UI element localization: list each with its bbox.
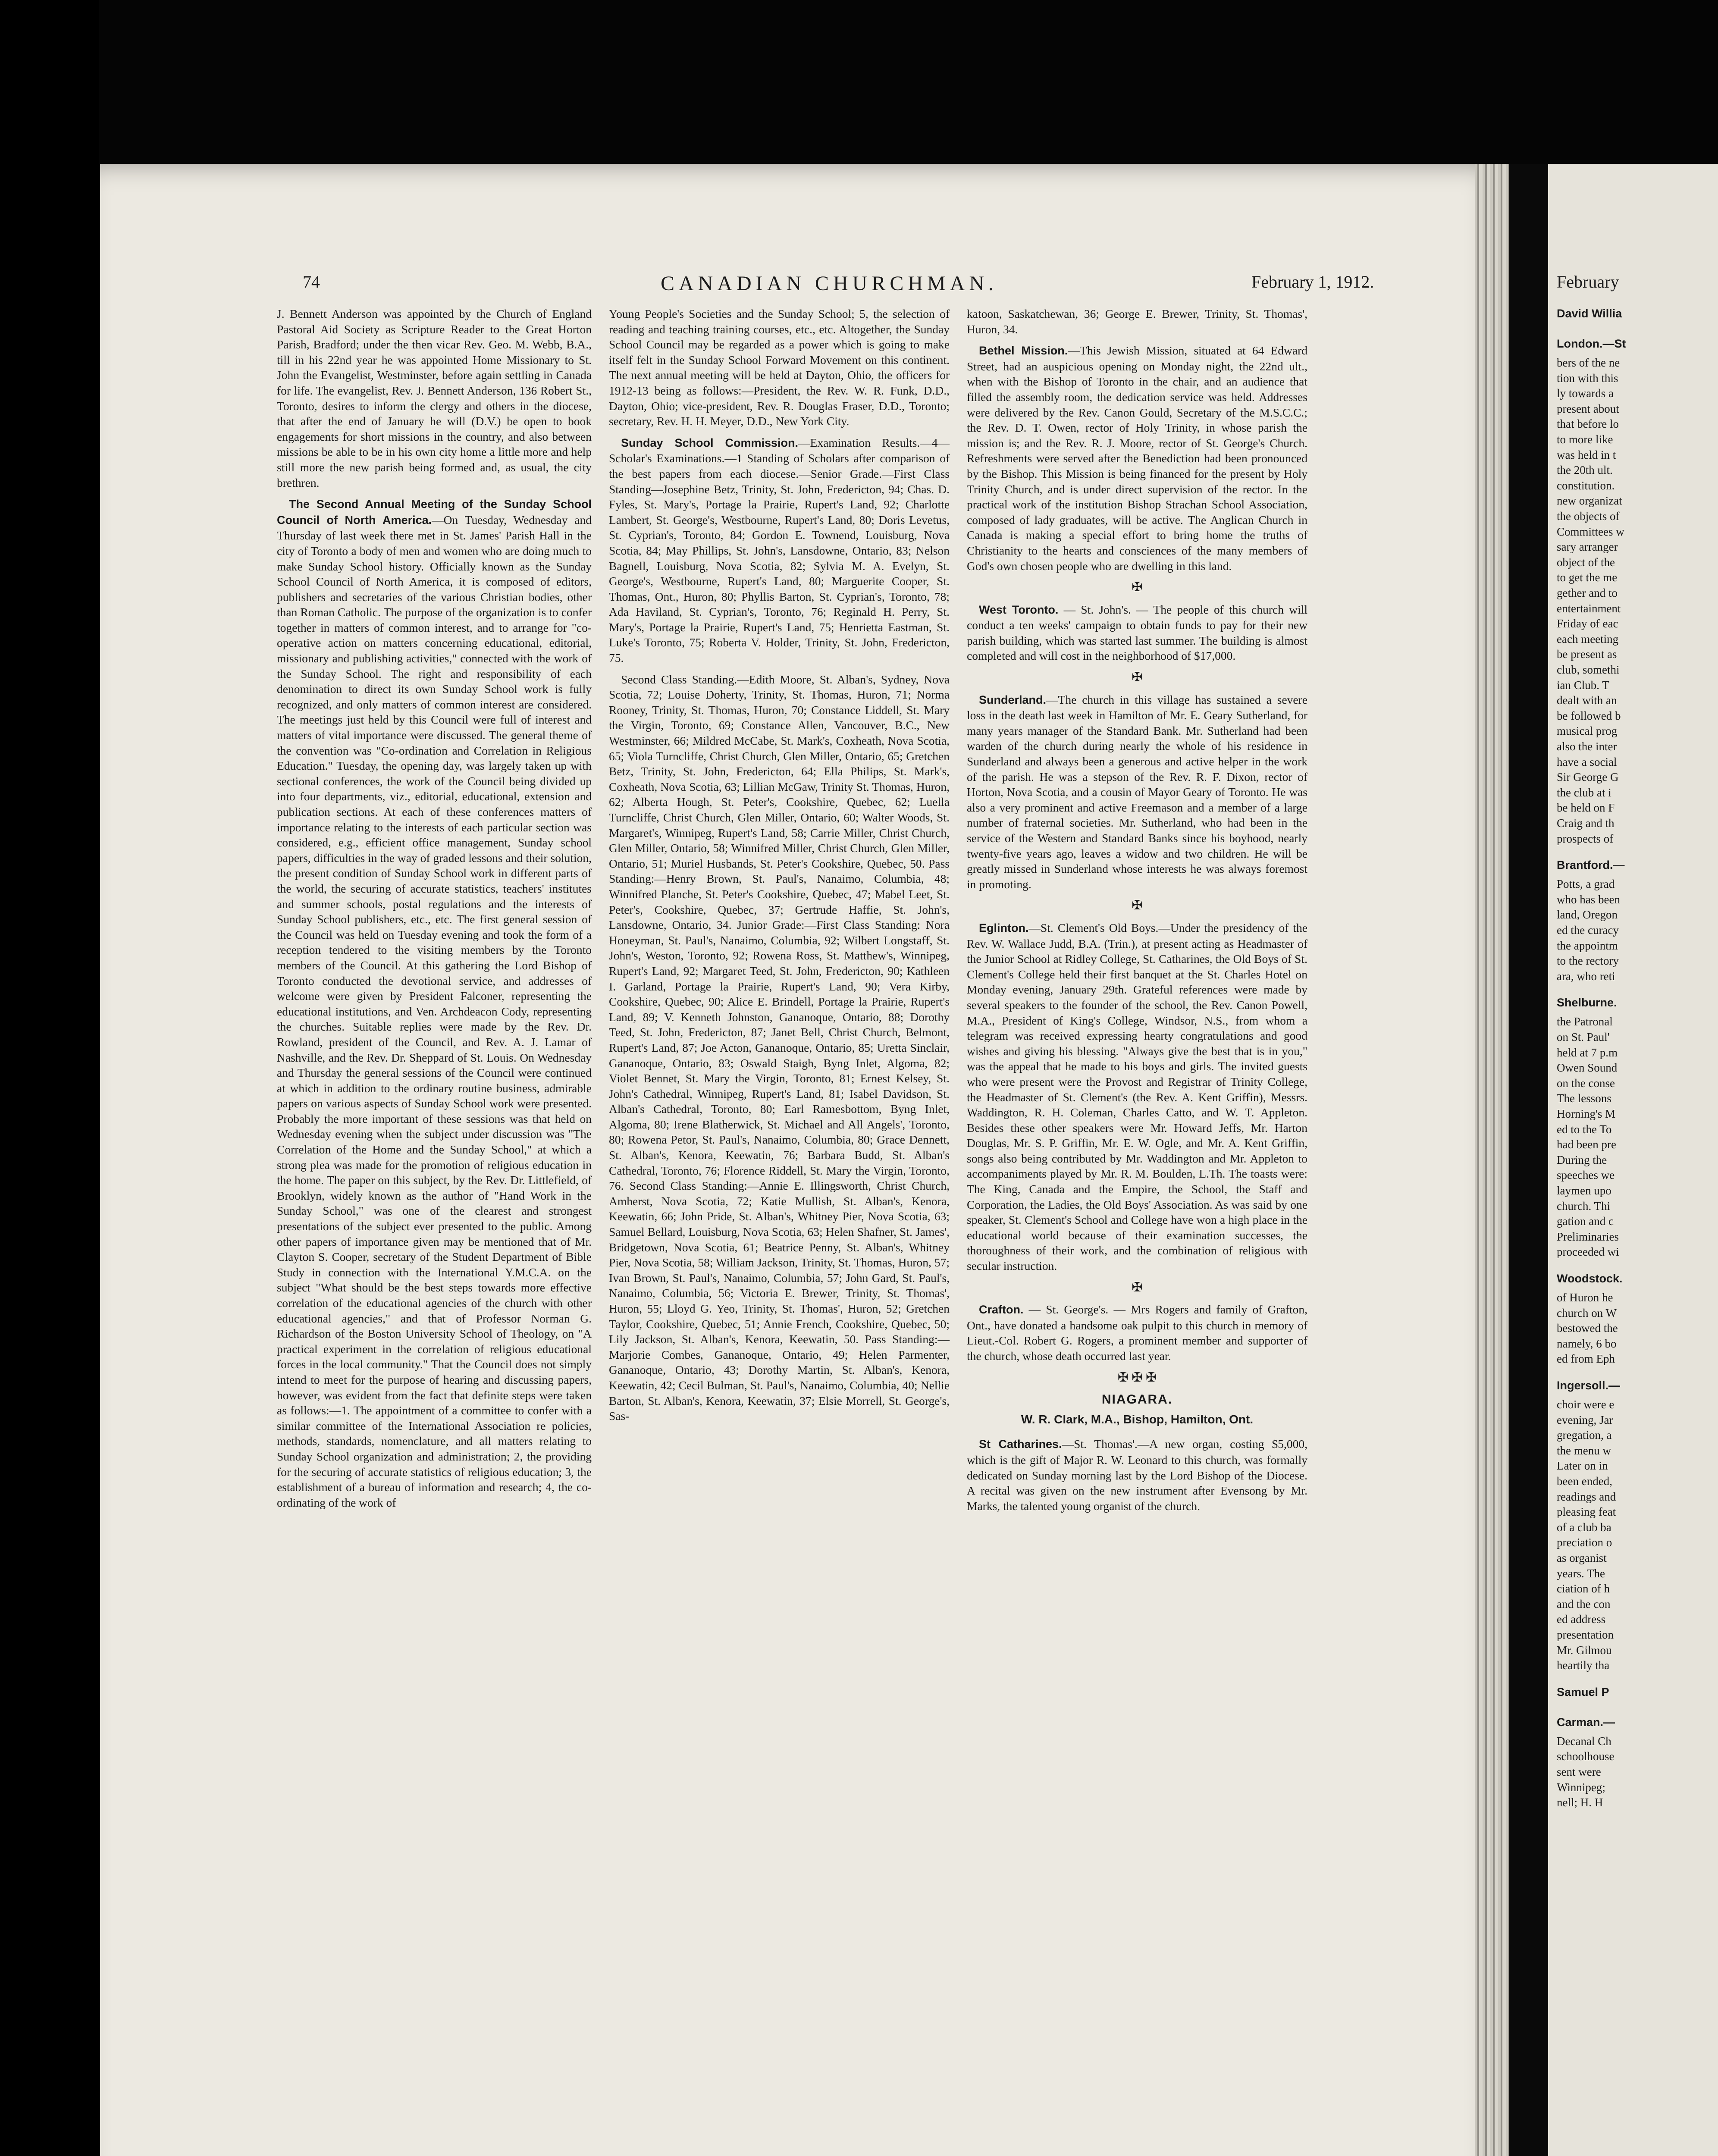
column-3: [967, 306, 1307, 1520]
facing-page-line-text: Later on in: [1557, 1459, 1608, 1473]
facing-page-line-text: also the inter: [1557, 740, 1617, 753]
facing-page-line-text: the Patronal: [1557, 1015, 1613, 1028]
facing-page-line-text: of a club ba: [1557, 1520, 1611, 1534]
facing-page-line: [1557, 555, 1615, 570]
facing-page-line: [1557, 938, 1618, 954]
ornament-divider: ✠ ✠ ✠: [1117, 1370, 1157, 1385]
diocese-heading: NIAGARA.: [1101, 1392, 1173, 1407]
facing-page-line: [1557, 755, 1617, 770]
facing-page-line: [1557, 586, 1618, 601]
commission-article: [609, 435, 950, 666]
facing-page-line-text: Carman.—: [1557, 1715, 1615, 1729]
facing-page-line: [1557, 401, 1619, 417]
facing-page-line: [1557, 1014, 1613, 1030]
facing-page-line: [1557, 1244, 1619, 1260]
facing-page-line: [1557, 1566, 1605, 1582]
facing-page-line-text: proceeded wi: [1557, 1245, 1619, 1259]
facing-page-line-text: had been pre: [1557, 1138, 1616, 1151]
facing-page-line-text: object of the: [1557, 555, 1615, 569]
facing-page-line-text: be held on F: [1557, 801, 1615, 815]
facing-page-line: [1557, 892, 1620, 908]
facing-page-line: [1557, 1643, 1612, 1658]
facing-page-line-text: on St. Paul': [1557, 1031, 1610, 1044]
facing-page-line: [1557, 1658, 1609, 1673]
facing-page-line-text: present about: [1557, 402, 1619, 415]
facing-page-line-text: David Willia: [1557, 307, 1622, 320]
facing-page-line: [1557, 432, 1613, 448]
facing-page-line-text: preciation o: [1557, 1536, 1612, 1549]
facing-page-line-text: ciation of h: [1557, 1582, 1610, 1595]
facing-page-line: [1557, 800, 1615, 816]
facing-page-line-text: Committees w: [1557, 525, 1624, 538]
facing-page-line-text: church on W: [1557, 1306, 1617, 1319]
facing-page-line-text: Owen Sound: [1557, 1061, 1618, 1075]
facing-page-line-text: sent were: [1557, 1765, 1601, 1778]
facing-page-line: [1557, 831, 1613, 847]
facing-page-line: [1557, 1474, 1612, 1489]
facing-page-line: [1557, 1685, 1609, 1700]
column-1: [277, 306, 592, 1516]
facing-page-line-text: Winnipeg;: [1557, 1780, 1605, 1794]
ornament-divider: ✠: [1132, 670, 1143, 685]
facing-page-line-text: new organizat: [1557, 494, 1622, 508]
facing-page-line: [1557, 1106, 1615, 1122]
facing-page-line-text: club, somethi: [1557, 663, 1620, 676]
article-heading: Sunderland.: [979, 693, 1047, 706]
facing-page-line: [1557, 1734, 1611, 1749]
facing-page-line: [1557, 1321, 1618, 1336]
facing-page-line: [1557, 524, 1624, 540]
facing-page-line: [1557, 1413, 1613, 1428]
facing-page-line-text: gation and c: [1557, 1215, 1614, 1228]
book-spine: [1509, 164, 1548, 2156]
facing-page-line: [1557, 858, 1625, 873]
facing-page-line: [1557, 693, 1617, 708]
facing-page-line: [1557, 1780, 1605, 1796]
ornament-divider: ✠: [1132, 898, 1143, 913]
facing-page-line: [1557, 678, 1609, 693]
article-body: —The church in this village has sustained a severe loss in the death last week in Hamilton of Mr. E. Geary Sutherland, for many years manager of the Standard Bank. Mr. Sutherland had been warden of the church during nearly the whole of his residence in Sunderland and always been a generous and active helper in the work of the parish. He was a stepson of the Rev. R. F. Dixon, rector of Horton, Nova Scotia, and a cousin of Mayor Geary of Toronto. He was also a very prominent and active Freemason and a member of a large number of fraternal societies. Mr. Sutherland, who had been in the service of the Western and Standard Banks since his boyhood, nearly twenty-five years ago, leaves a widow and two children. He will be greatly missed in Sunderland whose interests he was always foremost in promoting.: [967, 693, 1307, 891]
facing-page-line-text: schoolhouse: [1557, 1750, 1615, 1763]
facing-page-line-text: prospects of: [1557, 832, 1614, 845]
facing-page-line-text: laymen upo: [1557, 1184, 1611, 1197]
eglinton-article: [967, 920, 1307, 1274]
facing-page-line: [1557, 647, 1617, 662]
facing-page-line-text: bestowed the: [1557, 1322, 1618, 1335]
facing-page-line: [1557, 1153, 1607, 1168]
article-body: —This Jewish Mission, situated at 64 Edward Street, had an auspicious opening on Monday night, the 22nd ult., when with the Bishop of Toronto in the chair, and an audience that filled the assembly room, the dedication service was held. Addresses were delivered by the Rev. Canon Gould, Secretary of the M.S.C.C.; the Rev. D. T. Owen, rector of Holy Trinity, in whose parish the mission is; and the Rev. R. J. Moore, rector of St. George's Church. Refreshments were served after the Benediction had been pronounced by the Bishop. This Mission is being financed for the present by Holy Trinity Church, and is under direct supervision of the rector. In the practical work of the institution Bishop Strachan School Association, composed of lady graduates, will be active. The Anglican Church in Canada is making a special effort to bring home the truths of Christianity to the hearts and consciences of the many members of God's own chosen people who are dwelling in this land.: [967, 344, 1308, 573]
facing-page-line: [1557, 601, 1621, 617]
bethel-mission-article: [967, 343, 1307, 573]
facing-page-line: [1557, 539, 1618, 555]
facing-page-line-text: was held in t: [1557, 448, 1616, 461]
facing-page-line-text: have a social: [1557, 755, 1617, 768]
facing-page-line: [1557, 1378, 1620, 1394]
facing-page-fragment: [1548, 164, 1718, 2156]
facing-page-line: [1557, 1535, 1612, 1551]
facing-page-line-text: nell; H. H: [1557, 1796, 1603, 1809]
facing-page-line: [1557, 371, 1618, 386]
facing-page-line: [1557, 306, 1622, 322]
issue-date: February 1, 1912.: [1251, 272, 1374, 291]
crafton-article: [967, 1302, 1307, 1363]
sunday-school-council-article: [277, 496, 592, 1510]
facing-page-line: [1557, 1214, 1614, 1229]
facing-page-line-text: be followed b: [1557, 709, 1621, 722]
facing-page-line: [1557, 1122, 1611, 1138]
facing-page-line-text: Brantford.—: [1557, 859, 1625, 872]
facing-page-line: [1557, 1060, 1617, 1076]
article-body: —St. Thomas'.—A new organ, costing $5,000, which is the gift of Major R. W. Leonard to this church, was formally dedicated on Sunday morning last by the Lord Bishop of the Diocese. A recital was given on the new instrument after Evensong by Mr. Marks, the talented young organist of the church.: [967, 1437, 1307, 1513]
facing-page-line-text: land, Oregon: [1557, 908, 1618, 921]
facing-page-line: [1557, 509, 1619, 524]
facing-page-line: [1557, 1306, 1617, 1321]
article-body: —On Tuesday, Wednesday and Thursday of last week there met in St. James' Parish Hall in the city of Toronto a body of men and women who are doing much to make Sunday School history. Officially known as the Sunday School Council of North America, it is composed of editors, publishers and secretaries of the various Christian bodies, other than Roman Catholic. The purpose of the organization is to confer together in matters of common interest, and to arrange for "co-operative action on matters concerning educational, editorial, missionary and publishing activities," connected with the work of the Sunday School. The right and responsibility of each denomination to direct its own Sunday School work is fully recognized, and only matters of common interest are considered. The meetings just held by this Council were full of interest and matters of vital importance were discussed. The general theme of the convention was "Co-ordination and Correlation in Religious Education." Tuesday, the opening day, was largely taken up with sectional conferences, the work of the Council being divided up into four departments, viz., editorial, educational, extension and publication sections. At each of these conferences matters of importance relating to the interests of each particular section was considered, e.g., efficient office management, Sunday school papers, difficulties in the way of graded lessons and their solution, the present condition of Sunday School work in different parts of the world, the securing of accurate statistics, teachers' institutes and summer schools, postal regulations and the interests of Sunday School publishers, etc., etc. The first general session of the Council was held on Tuesday evening and took the form of a reception tendered to the visiting members by the Toronto members of the Council. At this gathering the Lord Bishop of Toronto conducted the devotional service, and addresses of welcome were given by President Falconer, representing the educational institutions, and Ven. Archdeacon Cody, representing the churches. Suitable replies were made by the Rev. Dr. Rowland, president of the Council, and Rev. A. J. Lamar of Nashville, and the Rev. Dr. Sheppard of St. Louis. On Wednesday and Thursday the general sessions of the Council were continued at which in addition to the ordinary routine business, admirable papers on various aspects of Sunday School work were presented. Probably the more important of these sessions was that held on Wednesday evening when the subject under discussion was "The Correlation of the Home and the Sunday School," at which a strong plea was made for the promotion of religious education in the home. The paper on this subject, by the Rev. Dr. Littlefield, of Brooklyn, widely known as the author of "Hand Work in the Sunday School," was one of the clearest and strongest presentations of the subject ever presented to the public. Among other papers of importance given may be mentioned that of Mr. Clayton S. Cooper, secretary of the Student Department of Bible Study in connection with the International Y.M.C.A. on the subject "What should be the best steps towards more effective correlation of the educational agencies of the church with other educational agencies," and that of Professor Norman G. Richardson of the Boston University School of Theology, on "A practical experiment in the correlation of religious educational forces in the local community." That the Council does not simply intend to meet for the purpose of hearing and discussing papers, however, was evident from the fact that definite steps were taken as follows:—1. The appointment of a committee to confer with a similar committee of the International Association re policies, methods, standards, nomenclature, and all matters relating to Sunday School organization and administration; 2, the providing for the securing of accurate statistics of religious education; 3, the establishment of a bureau of information and research; 4, the co-ordinating of the work of: [277, 513, 592, 1509]
facing-page-line-text: Sir George G: [1557, 771, 1619, 784]
newspaper-page: [100, 164, 1509, 2156]
running-head: [100, 272, 1509, 306]
facing-page-line: [1557, 1715, 1615, 1730]
ornament-divider: ✠: [1132, 580, 1143, 595]
facing-page-line: [1557, 1045, 1618, 1061]
facing-page-line-text: as organist: [1557, 1551, 1607, 1564]
facing-page-line-text: Ingersoll.—: [1557, 1379, 1621, 1392]
results-continued-paragraph: katoon, Saskatchewan, 36; George E. Brewer, Trinity, St. Thomas', Huron, 34.: [967, 307, 1307, 336]
facing-page-line: [1557, 1397, 1614, 1413]
facing-page-line-text: musical prog: [1557, 724, 1618, 738]
facing-page-line: [1557, 770, 1618, 785]
facing-page-line-text: dealt with an: [1557, 694, 1617, 707]
facing-page-line-text: sary arranger: [1557, 540, 1618, 554]
article-body: — St. George's. — Mrs Rogers and family of Grafton, Ont., have donated a handsome oak pulpit to this church in memory of Lieut.-Col. Robert G. Rogers, a prominent member and supporter of the church, whose death occurred last year.: [967, 1303, 1307, 1363]
facing-page-line-text: ly towards a: [1557, 387, 1614, 400]
facing-page-line-text: the appointm: [1557, 939, 1618, 952]
facing-page-line-text: who has been: [1557, 893, 1620, 906]
facing-page-line-text: Samuel P: [1557, 1685, 1609, 1698]
facing-page-line-text: entertainment: [1557, 602, 1621, 615]
article-heading: Bethel Mission.: [979, 344, 1068, 357]
facing-page-line: [1557, 1091, 1611, 1106]
facing-page-line: [1557, 1795, 1603, 1811]
facing-page-line-text: to more like: [1557, 433, 1613, 446]
facing-page-line-text: tion with this: [1557, 371, 1618, 385]
facing-page-line-text: ed the curacy: [1557, 924, 1619, 937]
facing-page-line: [1557, 1520, 1611, 1536]
facing-page-line-text: the objects of: [1557, 510, 1620, 523]
facing-page-line-text: ara, who reti: [1557, 969, 1615, 983]
facing-page-line-text: Potts, a grad: [1557, 877, 1615, 891]
facing-page-line-text: church. Thi: [1557, 1199, 1610, 1213]
facing-page-line: [1557, 493, 1622, 509]
facing-page-line-text: been ended,: [1557, 1475, 1612, 1488]
facing-page-line: [1557, 969, 1615, 984]
facing-page-line-text: bers of the ne: [1557, 356, 1620, 369]
facing-page-line: [1557, 355, 1620, 371]
facing-page-line: [1557, 995, 1617, 1011]
facing-page-line: [1557, 1581, 1610, 1597]
facing-page-line-text: constitution.: [1557, 479, 1615, 492]
facing-page-line-text: ian Club. T: [1557, 678, 1609, 692]
facing-page-line: [1557, 1199, 1610, 1214]
facing-page-line-text: years. The: [1557, 1567, 1605, 1580]
council-continued-paragraph: Young People's Societies and the Sunday School; 5, the selection of reading and teaching training courses, etc., etc. Altogether, the Sunday School Council may be regarded as a power which is going to make itself felt in the Sunday School Forward Movement on this continent. The next annual meeting will be held at Dayton, Ohio, the officers for 1912-13 being as follows:—President, the Rev. W. R. Funk, D.D., Dayton, Ohio; vice-president, Rev. R. Douglas Fraser, D.D., Toronto; secretary, Rev. H. H. Meyer, D.D., New York City.: [609, 307, 950, 428]
facing-page-line-text: each meeting: [1557, 632, 1619, 646]
bishop-line: W. R. Clark, M.A., Bishop, Hamilton, Ont.: [1021, 1412, 1254, 1426]
facing-page-line-text: Friday of eac: [1557, 617, 1618, 630]
facing-page-line-text: Decanal Ch: [1557, 1734, 1611, 1748]
sunderland-article: [967, 692, 1307, 892]
article-heading: Eglinton.: [979, 921, 1029, 934]
facing-page-line: [1557, 417, 1619, 432]
facing-page-line-text: heartily tha: [1557, 1659, 1610, 1672]
facing-page-line-text: Preliminaries: [1557, 1230, 1619, 1243]
facing-page-line: [1557, 1489, 1616, 1505]
facing-page-line-text: of Huron he: [1557, 1291, 1613, 1304]
facing-page-line-text: gregation, a: [1557, 1429, 1612, 1442]
facing-page-line: [1557, 1597, 1610, 1612]
facing-page-line: [1557, 570, 1617, 586]
facing-page-date: February: [1557, 272, 1619, 291]
article-body: —Examination Results.—4—Scholar's Examinations.—1 Standing of Scholars after comparison of the best papers from each diocese.—Senior Grade.—First Class Standing—Josephine Betz, Trinity, St. John, Fredericton, 94; Chas. D. Fyles, St. Mary's, Portage la Prairie, Rupert's Land, 92; Charlotte Lambert, St. George's, Westbourne, Rupert's Land, 80; Doris Levetus, St. Cyprian's, Toronto, 84; Gordon E. Townend, Louisburg, Nova Scotia, 84; May Phillips, St. John's, Lansdowne, Ontario, 83; Nelson Bagnell, Louisburg, Nova Scotia, 82; Sylvia M. A. Evelyn, St. George's, Westbourne, Rupert's Land, 80; Marguerite Cooper, St. Thomas, Ont., Huron, 80; Phyllis Barton, St. Cyprian's, Toronto, 78; Ada Haviland, St. Cyprian's, Toronto, 76; Reginald H. Perry, St. Mary's, Portage la Prairie, Rupert's Land, 75; Henrietta Eastman, St. Luke's Toronto, 75; Roberta V. Holder, Trinity, St. John, Fredericton, 75.: [609, 436, 950, 665]
article-heading: Sunday School Commission.: [621, 436, 799, 449]
facing-page-line-text: the menu w: [1557, 1444, 1611, 1457]
anderson-paragraph: J. Bennett Anderson was appointed by the Church of England Pastoral Aid Society as Scripture Reader to the Great Horton Parish, Bradford; under the then vicar Rev. Geo. M. Webb, B.A., till in his 22nd year he was appointed Home Missionary to St. John the Evangelist, Westminster, before again settling in Canada for life. The evangelist, Rev. J. Bennett Anderson, 136 Robert St., Toronto, desires to inform the clergy and others in the diocese, that after the end of January he will (D.V.) be open to book engagements for short missions in the country, and also between missions be able to be in his own city home a little more and help still more the new parish being formed and, as usual, the city brethren.: [277, 307, 592, 489]
facing-page-line: [1557, 1443, 1611, 1459]
facing-page-line-text: During the: [1557, 1153, 1607, 1166]
facing-page-line: [1557, 739, 1617, 755]
facing-page-line: [1557, 1612, 1605, 1627]
facing-page-line: [1557, 816, 1614, 831]
facing-page-line: [1557, 877, 1615, 892]
page-edge-lines: [1475, 164, 1509, 2156]
facing-page-line: [1557, 1271, 1623, 1287]
facing-page-line-text: speeches we: [1557, 1169, 1615, 1182]
facing-page-line-text: Horning's M: [1557, 1107, 1616, 1120]
facing-page-line-text: The lessons: [1557, 1092, 1611, 1105]
facing-page-line: [1557, 448, 1616, 463]
facing-page-line-text: choir were e: [1557, 1398, 1615, 1411]
facing-page-line: [1557, 1428, 1611, 1443]
facing-page-line-text: pleasing feat: [1557, 1505, 1616, 1519]
facing-page-line-text: and the con: [1557, 1597, 1611, 1611]
facing-page-line-text: the club at i: [1557, 786, 1611, 799]
st-catharines-article: [967, 1436, 1307, 1514]
facing-page-line: [1557, 785, 1611, 801]
page-number: 74: [303, 272, 320, 291]
facing-page-line-text: London.—St: [1557, 337, 1626, 350]
facing-page-line: [1557, 463, 1613, 478]
article-heading: St Catharines.: [979, 1438, 1062, 1451]
ornament-divider: ✠: [1132, 1280, 1143, 1294]
facing-page-line: [1557, 708, 1621, 724]
second-class-standing-paragraph: Second Class Standing.—Edith Moore, St. Alban's, Sydney, Nova Scotia, 72; Louise Doherty, Trinity, St. Thomas, Huron, 71; Norma Rooney, Trinity, St. Thomas, Huron, 70; Constance Liddell, St. Mary the Virgin, Toronto, 69; Constance Allen, Vancouver, B.C., New Westminster, 66; Mildred McCabe, St. Mark's, Coxheath, Nova Scotia, 65; Viola Turncliffe, Christ Church, Glen Miller, Ontario, 65; Gretchen Betz, Trinity, St. John, Fredericton, 64; Ella Philips, St. Mark's, Coxheath, Nova Scotia, 63; Lillian McGaw, Trinity St. Thomas, Huron, 62; Alberta Hough, St. Peter's, Cookshire, Quebec, 62; Luella Turncliffe, Christ Church, Glen Miller, Ontario, 60; Walter Woods, St. Margaret's, Winnipeg, Rupert's Land, 58; Carrie Miller, Christ Church, Glen Miller, Ontario, 58; Winnifred Miller, Christ Church, Glen Miller, Ontario, 51; Muriel Husbands, St. Peter's Cookshire, Quebec, 50. Pass Standing:—Henry Brown, St. Paul's, Nanaimo, Columbia, 48; Winnifred Planche, St. Peter's Cookshire, Quebec, 47; Mabel Leet, St. Peter's, Cookshire, Quebec, 37; Gertrude Haffie, St. John's, Lansdowne, Ontario, 34. Junior Grade:—First Class Standing: Nora Honeyman, St. Paul's, Nanaimo, Columbia, 92; Wilbert Longstaff, St. John's, Weston, Toronto, 92; Rowena Ross, St. Matthew's, Winnipeg, Rupert's Land, 92; Margaret Teed, St. John, Fredericton, 90; Kathleen I. Garland, Portage la Prairie, Rupert's Land, 90; Vera Kirby, Cookshire, Quebec, 90; Alice E. Brindell, Portage la Prairie, Rupert's Land, 89; V. Kenneth Johnston, Gananoque, Ontario, 88; Dorothy Teed, St. John, Fredericton, 87; Janet Bell, Christ Church, Belmont, Rupert's Land, 87; Joe Acton, Gananoque, Ontario, 85; Uretta Sinclair, Gananoque, Ontario, 83; Oswald Staigh, Byng Inlet, Algoma, 82; Violet Bennet, St. Mary the Virgin, Toronto, 81; Ernest Kelsey, St. John's Cathedral, Winnipeg, Rupert's Land, 81; Isabel Davidson, St. Alban's Cathedral, Toronto, 80; Earl Ramesbottom, Byng Inlet, Algoma, 80; Irene Blatherwick, St. Michael and All Angels', Toronto, 80; Rowena Petor, St. Paul's, Nanaimo, Columbia, 80; Grace Dennett, St. Alban's, Kenora, Keewatin, 76; Barbara Budd, St. Alban's Cathedral, Toronto, 76; Florence Riddell, St. Mary the Virgin, Toronto, 76. Second Class Standing:—Annie E. Illingsworth, Christ Church, Amherst, Nova Scotia, 72; Katie Mullish, St. Alban's, Kenora, Keewatin, 66; John Pride, St. Alban's, Whitney Pier, Nova Scotia, 63; Samuel Bellard, Louisburg, Nova Scotia, 63; Helen Shafner, St. James', Bridgetown, Nova Scotia, 61; Beatrice Penny, St. Alban's, Whitney Pier, Nova Scotia, 58; William Jackson, Trinity, St. Thomas, Huron, 57; Ivan Brown, St. Paul's, Nanaimo, Columbia, 57; John Gard, St. Paul's, Nanaimo, Columbia, 56; Victoria E. Brewer, Trinity, St. Thomas', Huron, 55; Lloyd G. Yeo, Trinity, St. Thomas', Huron, 52; Gretchen Taylor, Cookshire, Quebec, 51; Annie French, Cookshire, Quebec, 50; Lily Jackson, St. Alban's, Kenora, Keewatin, 50. Pass Standing:—Marjorie Combes, Gananoque, Ontario, 49; Helen Parmenter, Gananoque, Ontario, 43; Dorothy Martin, St. Alban's, Kenora, Keewatin, 42; Cecil Bulman, St. Paul's, Nanaimo, Columbia, 40; Nellie Barton, St. Alban's, Kenora, Keewatin, 37; Elsie Morrell, St. George's, Sas-: [609, 672, 950, 1423]
facing-page-line-text: to the rectory: [1557, 954, 1619, 968]
facing-page-line-text: Shelburne.: [1557, 996, 1617, 1009]
facing-page-line: [1557, 662, 1619, 678]
facing-page-line-text: that before lo: [1557, 417, 1619, 431]
facing-page-line-text: held at 7 p.m: [1557, 1046, 1618, 1059]
article-body: —St. Clement's Old Boys.—Under the presidency of the Rev. W. Wallace Judd, B.A. (Trin.), at present acting as Headmaster of the Junior School at Ridley College, St. Catharines, the Old Boys of St. Clement's College held their first banquet at the St. Charles Hotel on Monday evening, January 29th. Grateful references were made by several speakers to the founder of the school, the Rev. Canon Powell, M.A., President of King's College, Windsor, N.S., from whom a telegram was received expressing hearty congratulations and good wishes and giving his blessing. "Always give the best that is in you," was the appeal that he made to his boys and girls. The invited guests who were present were the Provost and Registrar of Trinity College, the Headmaster of St. Clement's (the Rev. A. Kent Griffin), Messrs. Waddington, R. H. Coleman, Charles Catto, and W. T. Appleton. Besides these other speakers were Mr. Howard Jeffs, Mr. Harton Douglas, Mr. S. P. Griffin, Mr. E. W. Ogle, and Mr. A. Kent Griffin, songs also being contributed by Mr. Waddington and Mr. Appleton to accompaniments played by Mr. R. M. Boulden, L.Th. The toasts were: The King, Canada and the Empire, the School, the Staff and Corporation, the Ladies, the Old Boys' Association. As was said by one speaker, St. Clement's School and College have won a high place in the educational world because of their examination successes, the thoroughness of their work, and the combination of religious with secular instruction.: [967, 921, 1307, 1273]
facing-page-line: [1557, 1137, 1616, 1153]
facing-page-line: [1557, 953, 1619, 969]
facing-page-line: [1557, 1076, 1615, 1091]
facing-page-line-text: namely, 6 bo: [1557, 1337, 1617, 1350]
west-toronto-article: [967, 602, 1307, 664]
facing-page-line-text: evening, Jar: [1557, 1413, 1613, 1426]
facing-page-line: [1557, 1504, 1616, 1520]
facing-page-line: [1557, 1764, 1601, 1780]
journal-title: CANADIAN CHURCHMAN.: [661, 272, 998, 295]
facing-page-line: [1557, 1458, 1608, 1474]
facing-page-line: [1557, 616, 1618, 632]
facing-page-line: [1557, 1168, 1615, 1183]
facing-page-line-text: ed address: [1557, 1613, 1606, 1626]
facing-page-line-text: Craig and th: [1557, 817, 1615, 830]
facing-page-line: [1557, 1749, 1614, 1764]
facing-page-line: [1557, 386, 1614, 401]
facing-page-line: [1557, 1336, 1616, 1352]
facing-page-line-text: readings and: [1557, 1490, 1616, 1503]
column-2: [609, 306, 950, 1430]
facing-page-line-text: ed from Eph: [1557, 1352, 1615, 1366]
facing-page-line: [1557, 1030, 1610, 1045]
facing-page-line-text: to get the me: [1557, 571, 1618, 584]
facing-page-line-text: presentation: [1557, 1628, 1614, 1641]
article-heading: West Toronto.: [979, 603, 1059, 616]
facing-page-line: [1557, 907, 1618, 923]
article-body: — St. John's. — The people of this church will conduct a ten weeks' campaign to obtain funds to pay for their new parish building, which was started last summer. The building is almost completed and will cost in the neighborhood of $17,000.: [967, 602, 1308, 663]
facing-page-line: [1557, 478, 1615, 494]
facing-page-line-text: gether and to: [1557, 586, 1618, 599]
facing-page-line: [1557, 1351, 1615, 1367]
facing-page-line: [1557, 336, 1626, 352]
article-heading: The Second Annual Meeting of the Sunday School Council of North America.: [277, 498, 592, 526]
facing-page-line: [1557, 1290, 1613, 1306]
facing-page-line: [1557, 1229, 1619, 1245]
facing-page-line-text: be present as: [1557, 648, 1617, 661]
facing-page-line: [1557, 923, 1619, 938]
facing-page-line-text: Mr. Gilmou: [1557, 1643, 1612, 1657]
article-heading: Crafton.: [979, 1303, 1024, 1316]
facing-page-line-text: Woodstock.: [1557, 1272, 1623, 1285]
facing-page-line-text: ed to the To: [1557, 1122, 1612, 1136]
facing-page-line-text: on the conse: [1557, 1076, 1615, 1090]
facing-page-line: [1557, 1183, 1611, 1199]
facing-page-line: [1557, 724, 1617, 739]
scan-border-left: [0, 0, 99, 2156]
facing-page-line: [1557, 1627, 1614, 1643]
facing-page-line: [1557, 632, 1618, 647]
facing-page-line-text: the 20th ult.: [1557, 464, 1613, 477]
facing-page-line: [1557, 1551, 1607, 1566]
